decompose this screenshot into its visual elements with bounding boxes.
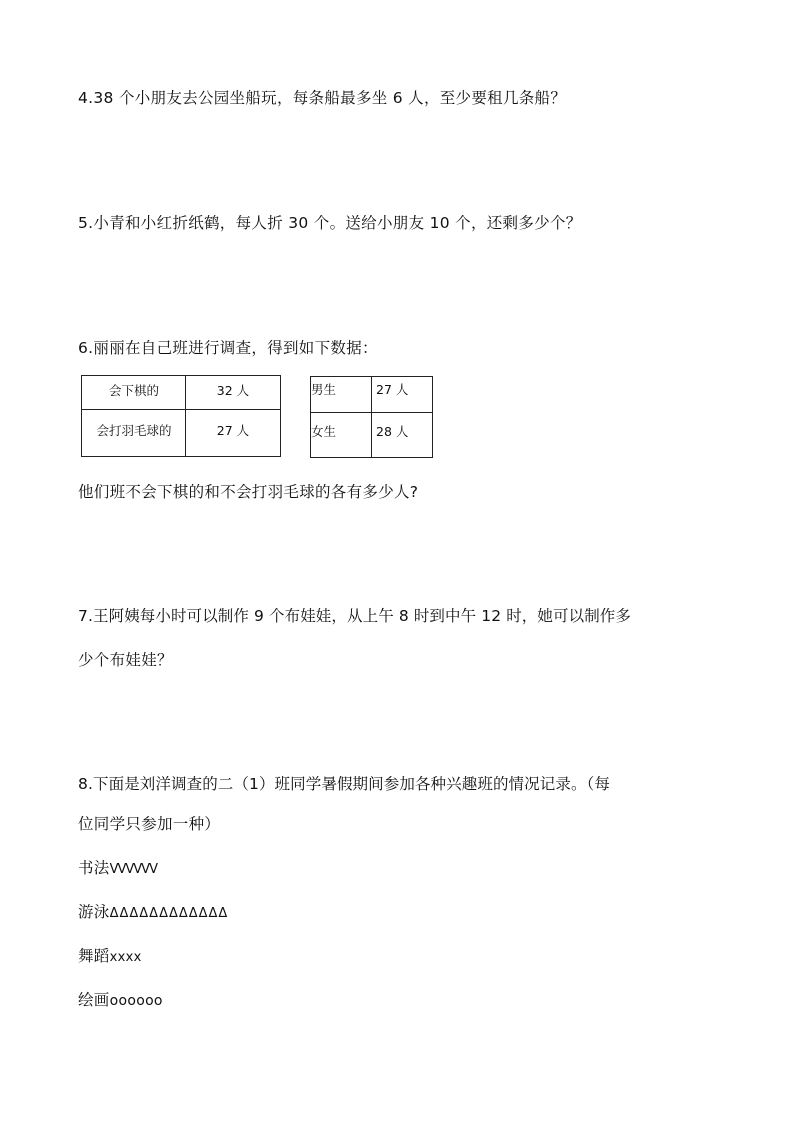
table-cell-value: 28 人: [371, 412, 433, 458]
table-cell-value: 32 人: [185, 375, 281, 410]
table-cell-value: 27 人: [371, 376, 433, 413]
table-cell-label: 男生: [310, 376, 372, 413]
tally-marks: xxxx: [109, 950, 142, 965]
question-8-line-2: 位同学只参加一种）: [78, 815, 221, 833]
table-cell-label: 会打羽毛球的: [81, 409, 186, 457]
tally-marks: oooooo: [109, 993, 163, 1009]
question-7-line-2: 少个布娃娃？: [78, 651, 173, 669]
question-8-line-1: 8.下面是刘洋调查的二（1）班同学暑假期间参加各种兴趣班的情况记录。（每: [78, 775, 611, 793]
record-name: 游泳: [78, 903, 110, 921]
question-6-intro: 6.丽丽在自己班进行调查，得到如下数据：: [78, 339, 378, 357]
record-calligraphy: [78, 858, 157, 880]
record-swimming: [78, 902, 228, 924]
tally-marks: ΔΔΔΔΔΔΔΔΔΔΔΔ: [109, 906, 229, 921]
record-dance: [78, 946, 142, 968]
record-name: 书法: [78, 859, 110, 877]
question-6-question: 他们班不会下棋的和不会打羽毛球的各有多少人?: [78, 483, 419, 501]
question-7-line-1: 7.王阿姨每小时可以制作 9 个布娃娃，从上午 8 时到中午 12 时，她可以制作多: [78, 607, 631, 625]
table-cell-label: 会下棋的: [81, 375, 186, 410]
table-cell-label: 女生: [310, 412, 372, 458]
record-painting: [78, 990, 163, 1011]
record-name: 舞蹈: [78, 947, 110, 965]
tally-marks: VVVVVV: [109, 862, 157, 877]
question-5: 5.小青和小红折纸鹤，每人折 30 个。送给小朋友 10 个，还剩多少个？: [78, 214, 582, 232]
question-4: 4.38 个小朋友去公园坐船玩，每条船最多坐 6 人，至少要租几条船？: [78, 89, 567, 107]
table-cell-value: 27 人: [185, 409, 281, 457]
record-name: 绘画: [78, 991, 110, 1009]
